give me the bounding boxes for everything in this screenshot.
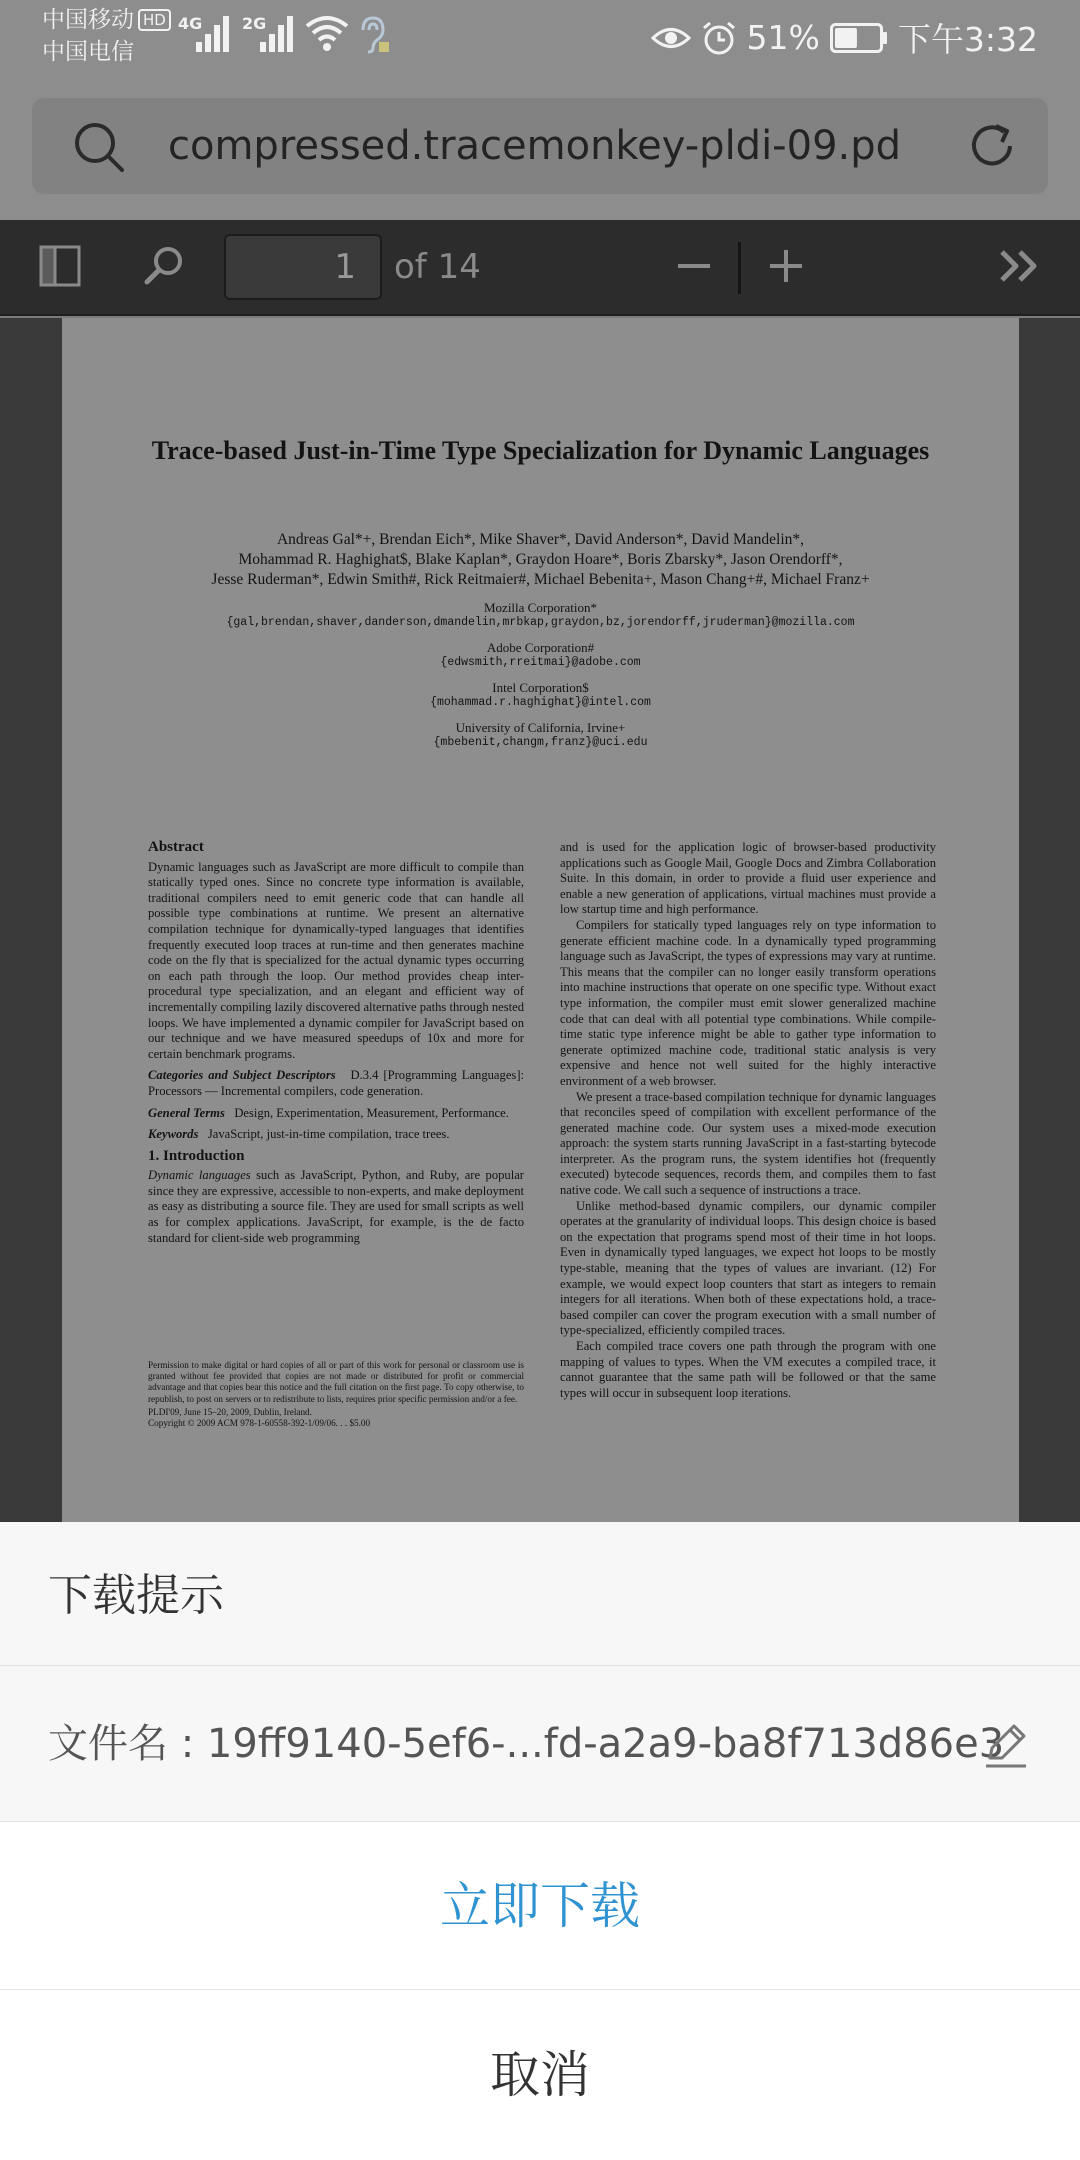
left-column bbox=[148, 840, 524, 1252]
battery-icon bbox=[830, 23, 888, 53]
paper-authors bbox=[102, 530, 979, 590]
reload-icon[interactable] bbox=[964, 118, 1020, 174]
copyright: Copyright © 2009 ACM 978-1-60558-392-1/09/06. . . $5.00 bbox=[148, 1418, 371, 1429]
sidebar-toggle-icon[interactable] bbox=[38, 244, 82, 288]
carrier-2: 中国电信 bbox=[42, 39, 134, 65]
paper-title: Trace-based Just-in-Time Type Specialization for Dynamic Languages bbox=[151, 436, 930, 465]
affiliation-name: Adobe Corporation# bbox=[486, 640, 595, 655]
affiliation-email: {mbebenit,changm,franz}@uci.edu bbox=[433, 736, 648, 749]
keywords: Keywords JavaScript, just-in-time compilation, trace trees. bbox=[148, 1127, 450, 1142]
affiliation-email: {edwsmith,rreitmai}@adobe.com bbox=[440, 656, 641, 669]
general-terms: General Terms Design, Experimentation, Measurement, Performance. bbox=[148, 1105, 509, 1120]
affiliation-email: {gal,brendan,shaver,danderson,dmandelin,mrbkap,graydon,bz,jorendorff,jruderman}@mozilla.com bbox=[226, 616, 855, 629]
affiliation-name: Intel Corporation$ bbox=[492, 680, 589, 695]
introduction-text: Dynamic languages such as JavaScript, Python, and Ruby, are popular since they are expressive, accessible to non-experts, and make deployment as easy as distributing a source file. They are used for small scripts as well as for complex applications. JavaScript, for example, is the de facto standard for client-side web programming bbox=[148, 1168, 524, 1245]
download-dialog bbox=[0, 1522, 1080, 2160]
network-type-1: 4G bbox=[178, 14, 203, 33]
body-paragraph: Compilers for statically typed languages rely on type information to generate efficient machine code. In a dynamically typed programming language such as JavaScript, the types of expressions may vary at runtime. This means that the compiler can no longer easily transform operations into machine instructions that operate on one specific type. Without exact type information, the compiler must emit slower generalized machine code that can deal with all potential type combinations. While compile-time static type inference might be able to gather type information to generate optimized machine code, traditional static analysis is very expensive and hence not well suited for the highly interactive environment of a web browser. bbox=[560, 917, 936, 1088]
download-now-button[interactable]: 立即下载 bbox=[0, 1822, 1080, 1990]
filename-label: 文件名 : 19ff9140-5ef6-...fd-a2a9-ba8f713d86e3 bbox=[48, 1721, 1005, 1767]
affiliation bbox=[102, 600, 979, 630]
zoom-in-icon[interactable] bbox=[766, 244, 806, 288]
body-paragraph: Each compiled trace covers one path through the program with one mapping of values to types. When the VM executes a compiled trace, it cannot guarantee that the same path will be followed or that the same types will occur in subsequent loop iterations. bbox=[560, 1339, 936, 1400]
abstract-text: Dynamic languages such as JavaScript are more difficult to compile than statically typed ones. Since no concrete type information is available, traditional compilers need to emit generic code that can handle all possible type combinations at runtime. We present an alternative compilation technique for dynamically-typed languages that identifies frequently executed loop traces at run-time and then generates machine code on the fly that is specialized for the actual dynamic types occurring on each path through the loop. Our method provides cheap inter-procedural type specialization, and an elegant and efficient way of incrementally compiling lazily discovered alternative paths through nested loops. We have implemented a dynamic compiler for JavaScript based on our technique and we have measured speedups of 10x and more for certain benchmark programs. bbox=[148, 859, 524, 1061]
introduction-heading: 1. Introduction bbox=[148, 1147, 245, 1164]
page-number-input[interactable]: 1 bbox=[224, 234, 382, 300]
status-right bbox=[651, 14, 1038, 61]
browser-address-area bbox=[0, 72, 1080, 220]
cancel-button[interactable]: 取消 bbox=[0, 1990, 1080, 2160]
dialog-title: 下载提示 bbox=[48, 1570, 224, 1621]
carrier-info bbox=[42, 4, 171, 68]
clock: 下午3:32 bbox=[897, 20, 1038, 59]
battery-percent: 51% bbox=[746, 18, 820, 57]
body-paragraph: and is used for the application logic of browser-based productivity applications such as Google Mail, Google Docs and Zimbra Collaboration Suite. In this domain, in order to provide a fluid user experience and enable a new generation of applications, virtual machines must provide a low startup time and high performance. bbox=[560, 840, 936, 917]
tools-menu-icon[interactable] bbox=[996, 244, 1044, 288]
authors-line: Mohammad R. Haghighat$, Blake Kaplan*, Graydon Hoare*, Boris Zbarsky*, Jason Orendorff*, bbox=[238, 551, 843, 568]
dialog-header bbox=[0, 1522, 1080, 1666]
signal-1-icon bbox=[196, 14, 232, 52]
filename-row[interactable] bbox=[0, 1666, 1080, 1822]
pdf-page bbox=[62, 318, 1019, 1522]
affiliation-name: Mozilla Corporation* bbox=[483, 600, 597, 615]
authors-line: Jesse Ruderman*, Edwin Smith#, Rick Reitmaier#, Michael Bebenita+, Mason Chang+#, Michael Franz+ bbox=[211, 571, 870, 588]
affiliation-name: University of California, Irvine+ bbox=[455, 720, 626, 735]
address-bar[interactable] bbox=[32, 98, 1048, 194]
signal-2-icon bbox=[260, 14, 296, 52]
network-type-2: 2G bbox=[242, 14, 267, 33]
search-icon[interactable] bbox=[72, 120, 126, 174]
body-paragraph: We present a trace-based compilation technique for dynamic languages that reconciles speed of compilation with excellent performance of the generated machine code. Our system uses a mixed-mode execution approach: the system starts running JavaScript in a fast-starting bytecode interpreter. As the program runs, the system identifies hot (frequently executed) bytecode sequences, records them, and compiles them to fast native code. We call such a sequence of instructions a trace. bbox=[560, 1089, 936, 1198]
affiliation bbox=[102, 640, 979, 670]
eye-comfort-icon bbox=[651, 23, 691, 53]
page-count: of 14 bbox=[394, 247, 481, 287]
url-text[interactable]: compressed.tracemonkey-pldi-09.pd bbox=[168, 123, 902, 169]
conference-info: PLDI'09, June 15–20, 2009, Dublin, Ireland. bbox=[148, 1406, 312, 1417]
hearing-aid-icon bbox=[355, 14, 391, 54]
pdf-toolbar bbox=[0, 220, 1080, 316]
body-paragraph: Unlike method-based dynamic compilers, our dynamic compiler operates at the granularity of individual loops. This design choice is based on the expectation that programs spend most of their time in hot loops. Even in dynamically typed languages, we expect hot loops to be mostly type-stable, meaning that the types of values are invariant. (12) For example, we would expect loop counters that start as integers to remain integers for all iterations. When both of these expectations hold, a trace-based compiler can cover the program execution with a small number of type-specialized, efficiently compiled traces. bbox=[560, 1198, 936, 1338]
categories: Categories and Subject Descriptors D.3.4 [Programming Languages]: Processors — Incremental compilers, code generation. bbox=[148, 1068, 525, 1098]
zoom-out-icon[interactable] bbox=[674, 244, 714, 288]
authors-line: Andreas Gal*+, Brendan Eich*, Mike Shaver*, David Anderson*, David Mandelin*, bbox=[276, 531, 804, 548]
affiliation bbox=[102, 680, 979, 710]
alarm-icon bbox=[701, 20, 737, 56]
wifi-icon bbox=[305, 14, 349, 52]
edit-filename-icon[interactable] bbox=[980, 1718, 1032, 1770]
carrier-1: 中国移动 bbox=[42, 7, 134, 33]
zoom-separator bbox=[738, 242, 741, 294]
status-bar bbox=[0, 0, 1080, 72]
affiliation bbox=[102, 720, 979, 750]
find-icon[interactable] bbox=[142, 244, 186, 288]
affiliation-email: {mohammad.r.haghighat}@intel.com bbox=[430, 696, 651, 709]
hd-badge: HD bbox=[138, 9, 171, 31]
abstract-heading: Abstract bbox=[148, 839, 204, 855]
pdf-viewer[interactable] bbox=[0, 318, 1080, 1522]
right-column bbox=[560, 840, 936, 1401]
permission-footnote: Permission to make digital or hard copies of all or part of this work for personal or classroom use is granted without fee provided that copies are not made or distributed for profit or commercial advantage and that copies bear this notice and the full citation on the first page. To copy otherwise, to republish, to post on servers or to redistribute to lists, requires prior specific permission and/or a fee. PLDI'09, June 15–20, 2009, Dublin, Ireland. Copyright © 2009 ACM 978-1-60558-392-1/09/06. . . $5.00 bbox=[148, 1360, 524, 1429]
